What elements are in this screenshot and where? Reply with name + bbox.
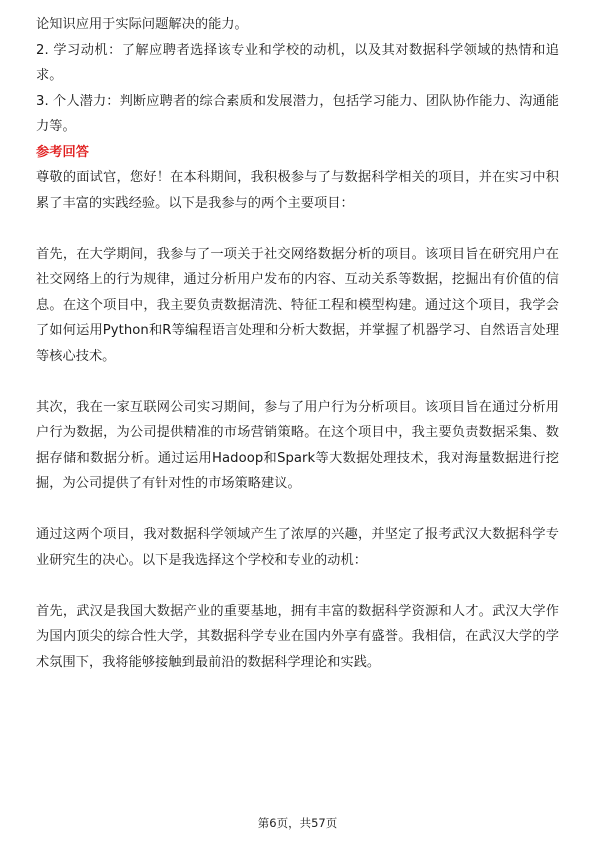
paragraph-gap	[36, 216, 559, 242]
paragraph: 尊敬的面试官，您好！在本科期间，我积极参与了与数据科学相关的项目，并在实习中积累了丰富的实践经验。以下是我参与的两个主要项目：	[36, 170, 559, 211]
paragraph-gap	[36, 369, 559, 395]
paragraph: 论知识应用于实际问题解决的能力。	[36, 17, 248, 32]
paragraph: 其次，我在一家互联网公司实习期间，参与了用户行为分析项目。该项目旨在通过分析用户行为数据，为公司提供精准的市场营销策略。在这个项目中，我主要负责数据采集、数据存储和数据分析。通过运用Hadoop和Spark等大数据处理技术，我对海量数据进行挖掘，为公司提供了有针对性的市场策略建议。	[36, 399, 559, 491]
paragraph: 首先，武汉是我国大数据产业的重要基地，拥有丰富的数据科学资源和人才。武汉大学作为国内顶尖的综合性大学，其数据科学专业在国内外享有盛誉。我相信，在武汉大学的学术氛围下，我将能够接触到最前沿的数据科学理论和实践。	[36, 603, 559, 670]
list-item: 3. 个人潜力：判断应聘者的综合素质和发展潜力，包括学习能力、团队协作能力、沟通能力等。	[36, 93, 559, 134]
document-body	[36, 12, 559, 675]
page-number: 第6页，共57页	[257, 816, 338, 830]
paragraph-gap	[36, 573, 559, 599]
paragraph-gap	[36, 497, 559, 523]
list-item: 2. 学习动机：了解应聘者选择该专业和学校的动机，以及其对数据科学领域的热情和追求。	[36, 42, 559, 83]
paragraph: 通过这两个项目，我对数据科学领域产生了浓厚的兴趣，并坚定了报考武汉大数据科学专业研究生的决心。以下是我选择这个学校和专业的动机：	[36, 527, 559, 568]
paragraph: 首先，在大学期间，我参与了一项关于社交网络数据分析的项目。该项目旨在研究用户在社交网络上的行为规律，通过分析用户发布的内容、互动关系等数据，挖掘出有价值的信息。在这个项目中，我主要负责数据清洗、特征工程和模型构建。通过这个项目，我学会了如何运用Python和R等编程语言处理和分析大数据，并掌握了机器学习、自然语言处理等核心技术。	[36, 246, 559, 364]
section-heading: 参考回答	[36, 144, 89, 160]
